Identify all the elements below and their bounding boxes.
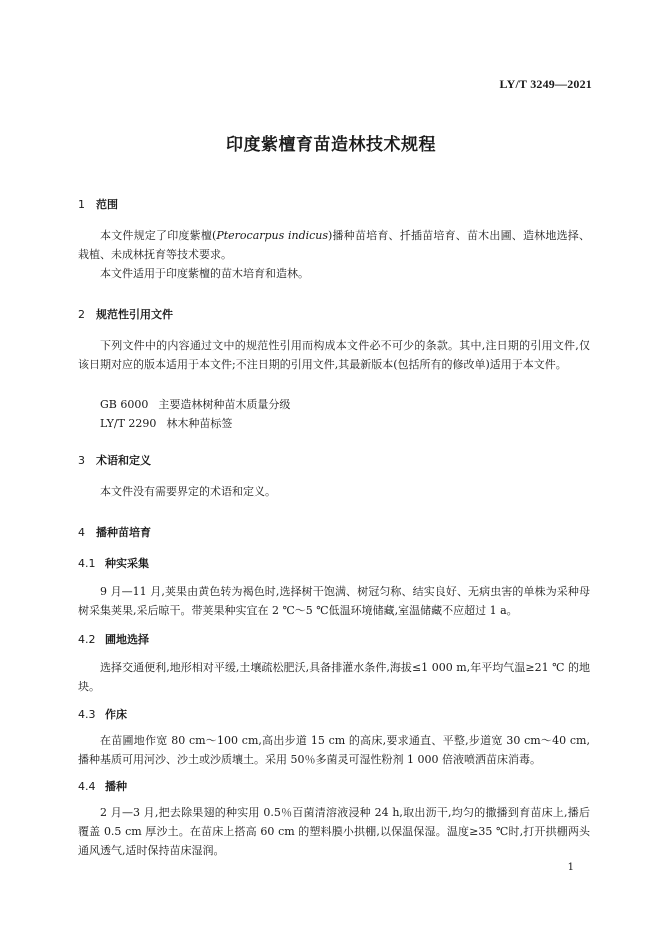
page-number: 1 <box>567 862 574 873</box>
reference-item <box>100 396 290 412</box>
section-4-2-heading <box>78 631 149 647</box>
section-2-heading <box>78 306 173 322</box>
reference-item <box>100 415 232 431</box>
section-number: 3 <box>78 454 85 467</box>
section-title: 术语和定义 <box>96 454 151 467</box>
section-1-paragraph-2: 本文件适用于印度紫檀的苗木培育和造林。 <box>100 267 309 280</box>
section-3-heading <box>78 452 151 468</box>
text-run: 本文件规定了印度紫檀( <box>100 229 217 242</box>
reference-title: 主要造林树种苗木质量分级 <box>158 398 291 411</box>
section-1-heading <box>78 196 118 212</box>
section-title: 播种苗培育 <box>96 526 151 539</box>
section-4-2-paragraph-1: 选择交通便利,地形相对平缓,土壤疏松肥沃,具备排灌水条件,海拔≤1 000 m,年平均气温≥21 ℃ 的地块。 <box>78 661 590 693</box>
section-title: 播种 <box>105 780 127 793</box>
section-number: 4.3 <box>78 708 96 721</box>
section-title: 圃地选择 <box>105 633 149 646</box>
section-1-paragraph-1 <box>78 226 590 264</box>
section-4-3-heading <box>78 706 127 722</box>
section-number: 4 <box>78 526 85 539</box>
latin-name: Pterocarpus indicus <box>216 229 329 242</box>
section-title: 范围 <box>96 198 118 211</box>
page-title: 印度紫檀育苗造林技术规程 <box>226 135 436 155</box>
section-number: 1 <box>78 198 85 211</box>
section-number: 4.2 <box>78 633 96 646</box>
section-4-4-heading <box>78 778 127 794</box>
document-code: LY/T 3249—2021 <box>499 77 592 91</box>
section-number: 4.1 <box>78 557 96 570</box>
section-4-1-paragraph-1: 9 月—11 月,荚果由黄色转为褐色时,选择树干饱满、树冠匀称、结实良好、无病虫害的单株为采种母树采集荚果,采后晾干。带荚果种实宜在 2 ℃～5 ℃低温环境储藏,室温储藏不应超过 1 a。 <box>78 585 590 617</box>
section-4-4-paragraph-1: 2 月—3 月,把去除果翅的种实用 0.5％百菌清溶液浸种 24 h,取出沥干,均匀的撒播到育苗床上,播后覆盖 0.5 cm 厚沙土。在苗床上搭高 60 cm 的塑料膜小拱棚,以保温保湿。温度≥35 ℃时,打开拱棚两头通风透气,适时保持苗床湿润。 <box>78 806 590 857</box>
section-number: 2 <box>78 308 85 321</box>
text-run: )播种苗培育、扦插苗培育、苗木出圃、造林地选择、栽植、未成林抚育等技术要求。 <box>78 229 590 261</box>
section-title: 规范性引用文件 <box>96 308 173 321</box>
section-number: 4.4 <box>78 780 96 793</box>
section-title: 种实采集 <box>105 557 149 570</box>
section-2-paragraph-1: 下列文件中的内容通过文中的规范性引用而构成本文件必不可少的条款。其中,注日期的引用文件,仅该日期对应的版本适用于本文件;不注日期的引用文件,其最新版本(包括所有的修改单)适用于本文件。 <box>78 339 590 371</box>
reference-title: 林木种苗标签 <box>166 417 233 430</box>
section-4-3-paragraph-1: 在苗圃地作宽 80 cm～100 cm,高出步道 15 cm 的高床,要求通直、平整,步道宽 30 cm～40 cm,播种基质可用河沙、沙土或沙质壤土。采用 50％多菌灵可湿性粉剂 1 000 倍液喷洒苗床消毒。 <box>78 734 590 766</box>
reference-code: LY/T 2290 <box>100 417 157 430</box>
section-title: 作床 <box>105 708 127 721</box>
reference-code: GB 6000 <box>100 398 149 411</box>
section-3-paragraph-1: 本文件没有需要界定的术语和定义。 <box>100 485 276 498</box>
section-4-heading <box>78 524 151 540</box>
section-4-1-heading <box>78 555 149 571</box>
